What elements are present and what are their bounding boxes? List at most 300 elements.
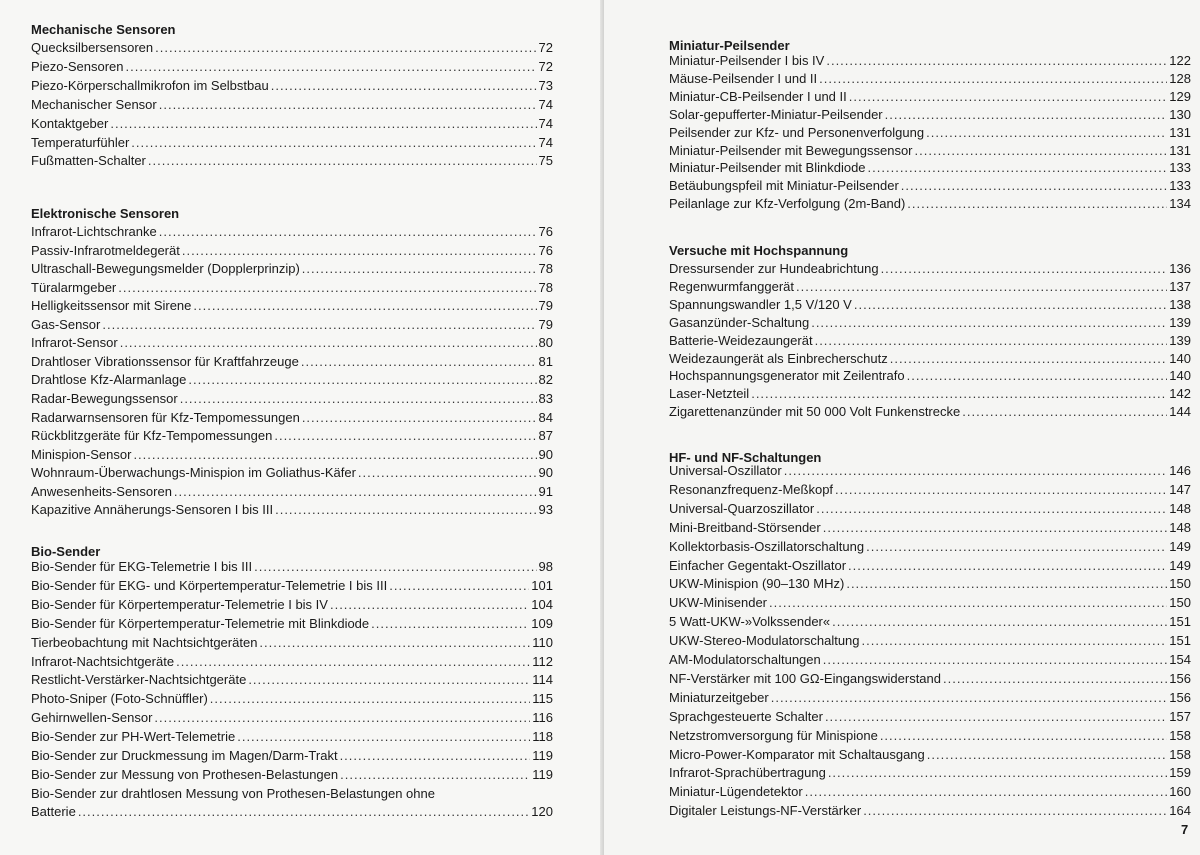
toc-entry-title: Kontaktgeber [31, 115, 109, 131]
toc-entry [31, 501, 553, 519]
toc-entry-page: 91 [538, 483, 553, 499]
section-heading: HF- und NF-Schaltungen [669, 450, 822, 465]
dot-leader [118, 279, 536, 297]
toc-entry [31, 747, 553, 765]
dot-leader [159, 223, 537, 241]
toc-entry-title: Miniatur-Peilsender mit Bewegungssensor [669, 142, 913, 158]
dot-leader [180, 390, 537, 408]
dot-leader [907, 195, 1167, 213]
section-heading: Miniatur-Peilsender [669, 38, 790, 53]
dot-leader [188, 371, 536, 389]
toc-entry-page: 72 [538, 40, 553, 55]
dot-leader [962, 403, 1167, 421]
toc-entry [669, 195, 1191, 213]
dot-leader [159, 96, 537, 114]
toc-entry-title: Einfacher Gegentakt-Oszillator [669, 557, 847, 573]
toc-entry-page: 150 [1169, 595, 1191, 611]
dot-leader [769, 594, 1167, 612]
toc-entry [669, 332, 1191, 350]
toc-entry-page: 74 [538, 134, 553, 150]
toc-entry-title: Radarwarnsensoren für Kfz-Tempomessungen [31, 409, 300, 425]
dot-leader [274, 427, 536, 445]
toc-entry-page: 110 [532, 634, 553, 650]
toc-entry-page: 157 [1169, 708, 1191, 724]
section-heading: Versuche mit Hochspannung [669, 243, 849, 258]
toc-entry [669, 613, 1191, 631]
toc-entry-title: Mechanischer Sensor [31, 96, 157, 112]
toc-entry [31, 260, 553, 278]
right-page [604, 0, 1200, 855]
toc-entry [669, 670, 1191, 688]
dot-leader [862, 632, 1168, 650]
toc-entry [31, 464, 553, 482]
dot-leader [832, 613, 1167, 631]
toc-entry-title: NF-Verstärker mit 100 GΩ-Eingangswiderstand [669, 670, 941, 686]
toc-entry-title: Photo-Sniper (Foto-Schnüffler) [31, 691, 208, 707]
toc-entry-title: Universal-Oszillator [669, 463, 782, 478]
toc-entry-page: 122 [1169, 53, 1191, 68]
dot-leader [340, 747, 531, 765]
dot-leader [176, 653, 530, 671]
dot-leader [340, 766, 530, 784]
dot-leader [915, 142, 1168, 160]
toc-entry [31, 223, 553, 241]
section-heading: Mechanische Sensoren [31, 22, 176, 37]
toc-entry-title: Peilanlage zur Kfz-Verfolgung (2m-Band) [669, 196, 906, 212]
toc-entry-page: 118 [532, 729, 553, 745]
toc-entry-page: 140 [1169, 350, 1191, 366]
toc-entry-page: 119 [532, 748, 553, 763]
toc-entry-title: Minispion-Sensor [31, 446, 132, 462]
toc-entry-page: 79 [538, 316, 553, 332]
toc-entry [31, 690, 553, 708]
toc-entry-page: 149 [1169, 557, 1191, 573]
dot-leader [826, 52, 1167, 70]
toc-entry [669, 557, 1191, 575]
toc-entry-page: 154 [1169, 652, 1191, 667]
toc-entry-title: Wohnraum-Überwachungs-Minispion im Goliathus-Käfer [31, 465, 356, 481]
toc-entry-title: Bio-Sender für Körpertemperatur-Telemetrie I bis IV [31, 596, 328, 612]
toc-entry-title: Gehirnwellen-Sensor [31, 710, 153, 726]
toc-entry-title: Universal-Quarzoszillator [669, 500, 815, 516]
toc-entry-page: 109 [531, 615, 553, 631]
toc-entry [31, 709, 553, 727]
toc-entry-title: UKW-Minispion (90–130 MHz) [669, 576, 845, 592]
toc-entry [669, 314, 1191, 332]
toc-entry [669, 403, 1191, 421]
dot-leader [825, 708, 1167, 726]
toc-entry-title: Hochspannungsgenerator mit Zeilentrafo [669, 368, 905, 384]
toc-entry-page: 156 [1169, 689, 1191, 705]
toc-entry [31, 427, 553, 445]
toc-entry-title: Tierbeobachtung mit Nachtsichtgeräten [31, 634, 258, 650]
toc-entry-title: Digitaler Leistungs-NF-Verstärker [669, 803, 862, 819]
toc-entry [669, 278, 1191, 296]
toc-entry-page: 140 [1169, 368, 1191, 384]
toc-entry-title: Restlicht-Verstärker-Nachtsichtgeräte [31, 672, 247, 688]
dot-leader [174, 483, 537, 501]
dot-leader [248, 671, 530, 689]
toc-entry [31, 577, 553, 595]
toc-entry [31, 353, 553, 371]
toc-entry-title: Piezo-Körperschallmikrofon im Selbstbau [31, 77, 269, 93]
toc-entry-page: 150 [1169, 576, 1191, 592]
toc-entry-page: 90 [538, 465, 553, 481]
toc-entry [669, 106, 1191, 124]
toc-entry-page: 112 [532, 653, 553, 669]
dot-leader [784, 462, 1168, 480]
toc-entry-page: 158 [1169, 746, 1191, 762]
toc-entry-title: Gas-Sensor [31, 316, 101, 332]
toc-entry-title: Sprachgesteuerte Schalter [669, 708, 823, 724]
toc-entry-page: 80 [538, 335, 553, 351]
toc-entry [669, 142, 1191, 160]
dot-leader [193, 297, 536, 315]
dot-leader [259, 634, 530, 652]
toc-entry [669, 708, 1191, 726]
toc-entry-title: Mini-Breitband-Störsender [669, 519, 821, 535]
toc-entry-page: 104 [531, 596, 553, 612]
toc-entry-page: 87 [538, 428, 553, 444]
dot-leader [880, 727, 1167, 745]
toc-entry [669, 689, 1191, 707]
dot-leader [835, 481, 1167, 499]
toc-entry-page: 128 [1169, 70, 1191, 86]
section-heading: Elektronische Sensoren [31, 206, 180, 221]
toc-entry-page: 74 [538, 96, 553, 112]
toc-entry-page: 98 [538, 559, 553, 574]
toc-entry-page: 129 [1169, 88, 1191, 104]
toc-entry [669, 802, 1191, 820]
dot-leader [102, 316, 536, 334]
dot-leader [796, 278, 1167, 296]
toc-entry [31, 785, 553, 821]
toc-entry-page: 93 [538, 502, 553, 518]
toc-entry-page: 115 [532, 691, 553, 707]
toc-entry-title: Radar-Bewegungssensor [31, 390, 178, 406]
section-heading: Bio-Sender [31, 544, 101, 559]
toc-entry-page: 148 [1169, 500, 1191, 516]
toc-entry-title: Bio-Sender zur PH-Wert-Telemetrie [31, 729, 236, 745]
toc-entry-page: 74 [538, 115, 553, 131]
toc-entry-title: UKW-Minisender [669, 595, 768, 611]
toc-entry [669, 594, 1191, 612]
toc-entry-title: Laser-Netzteil [669, 386, 750, 402]
dot-leader [301, 353, 537, 371]
page-number: 7 [1181, 822, 1189, 837]
toc-entry-page: 130 [1169, 106, 1191, 122]
toc-entry-title: Bio-Sender zur Messung von Prothesen-Belastungen [31, 766, 339, 782]
toc-entry [31, 96, 553, 114]
toc-entry-title: Micro-Power-Komparator mit Schaltausgang [669, 746, 925, 762]
dot-leader [131, 134, 536, 152]
toc-entry-page: 164 [1169, 803, 1191, 819]
dot-leader [846, 575, 1167, 593]
dot-leader [943, 670, 1167, 688]
toc-entry-title: Passiv-Infrarotmeldegerät [31, 242, 180, 258]
toc-entry [669, 651, 1191, 669]
toc-entry-title: Drahtlose Kfz-Alarmanlage [31, 372, 187, 388]
toc-entry-page: 90 [538, 446, 553, 462]
toc-entry-title: Helligkeitssensor mit Sirene [31, 298, 192, 314]
dot-leader [890, 350, 1168, 368]
toc-entry [669, 538, 1191, 556]
toc-entry-title: Kollektorbasis-Oszillatorschaltung [669, 538, 865, 554]
toc-entry-title-continued: Batterie [31, 803, 76, 819]
toc-entry-title: Piezo-Sensoren [31, 58, 124, 74]
toc-entry-page: 120 [531, 803, 553, 819]
dot-leader [901, 177, 1168, 195]
dot-leader [237, 728, 530, 746]
dot-leader [371, 615, 529, 633]
toc-entry-title: Quecksilbersensoren [31, 40, 154, 55]
toc-entry-title: Bio-Sender für EKG-Telemetrie I bis III [31, 559, 253, 574]
toc-entry [669, 385, 1191, 403]
toc-entry-title: Gasanzünder-Schaltung [669, 314, 810, 330]
toc-entry-page: 72 [538, 58, 553, 74]
toc-entry-page: 131 [1169, 142, 1191, 158]
toc-entry-page: 148 [1169, 519, 1191, 535]
toc-entry-title: Rückblitzgeräte für Kfz-Tempomessungen [31, 428, 273, 444]
toc-entry [669, 462, 1191, 480]
dot-leader [926, 124, 1167, 142]
toc-entry-title: Infrarot-Nachtsichtgeräte [31, 653, 175, 669]
toc-entry-title: Anwesenheits-Sensoren [31, 483, 172, 499]
toc-entry [669, 367, 1191, 385]
dot-leader [358, 464, 537, 482]
toc-entry [31, 371, 553, 389]
toc-entry-title: Ultraschall-Bewegungsmelder (Dopplerprinzip) [31, 261, 300, 277]
toc-entry-page: 81 [538, 353, 553, 369]
toc-entry-title: Bio-Sender für Körpertemperatur-Telemetrie mit Blinkdiode [31, 615, 370, 631]
toc-entry-page: 156 [1169, 670, 1191, 686]
toc-entry [669, 727, 1191, 745]
dot-leader [771, 689, 1168, 707]
toc-entry-title: Infrarot-Sprachübertragung [669, 765, 826, 781]
dot-leader [868, 159, 1168, 177]
toc-entry-title: Miniatur-CB-Peilsender I und II [669, 88, 847, 104]
toc-entry [31, 316, 553, 334]
dot-leader [330, 596, 529, 614]
toc-entry-title: Infrarot-Sensor [31, 335, 118, 351]
toc-entry [31, 483, 553, 501]
toc-entry-title: AM-Modulatorschaltungen [669, 652, 821, 667]
toc-entry [669, 632, 1191, 650]
toc-entry-title: Spannungswandler 1,5 V/120 V [669, 296, 852, 312]
toc-entry-title: Peilsender zur Kfz- und Personenverfolgung [669, 124, 925, 140]
toc-entry-page: 149 [1169, 538, 1191, 554]
toc-entry-page: 79 [538, 298, 553, 314]
toc-entry-page: 146 [1169, 463, 1191, 478]
toc-entry-title: Miniatur-Peilsender I bis IV [669, 53, 825, 68]
toc-entry [31, 279, 553, 297]
dot-leader [210, 690, 530, 708]
toc-entry-page: 139 [1169, 332, 1191, 348]
toc-entry [31, 152, 553, 170]
toc-entry-title: Solar-gepufferter-Miniatur-Peilsender [669, 106, 883, 122]
toc-entry-page: 116 [532, 710, 553, 726]
dot-leader [881, 260, 1168, 278]
toc-entry-title: 5 Watt-UKW-»Volkssender« [669, 614, 831, 630]
dot-leader [823, 519, 1168, 537]
dot-leader [275, 501, 536, 519]
toc-entry [31, 390, 553, 408]
toc-entry-page: 76 [538, 224, 553, 239]
toc-entry [31, 671, 553, 689]
toc-entry-title: Miniaturzeitgeber [669, 689, 769, 705]
toc-entry-page: 133 [1169, 160, 1191, 176]
dot-leader [907, 367, 1168, 385]
toc-entry-page: 75 [538, 153, 553, 169]
dot-leader [885, 106, 1168, 124]
toc-entry [31, 77, 553, 95]
toc-entry [669, 70, 1191, 88]
toc-entry-title: Zigarettenanzünder mit 50 000 Volt Funkenstrecke [669, 404, 961, 420]
dot-leader [302, 260, 537, 278]
toc-entry-page: 84 [538, 409, 553, 425]
toc-entry-title: Regenwurmfanggerät [669, 278, 795, 294]
toc-entry [31, 766, 553, 784]
toc-entry-page: 114 [532, 672, 553, 688]
toc-entry-page: 142 [1169, 386, 1191, 402]
toc-entry-title: Bio-Sender zur Druckmessung im Magen/Darm-Trakt [31, 748, 338, 763]
toc-entry [31, 653, 553, 671]
dot-leader [148, 152, 537, 170]
toc-entry [31, 596, 553, 614]
toc-entry-page: 136 [1169, 261, 1191, 276]
dot-leader [805, 783, 1168, 801]
toc-entry-page: 131 [1169, 124, 1191, 140]
toc-entry-title: Netzstromversorgung für Minispione [669, 727, 878, 743]
toc-entry [669, 575, 1191, 593]
toc-entry-title: UKW-Stereo-Modulatorschaltung [669, 633, 860, 649]
toc-entry [669, 500, 1191, 518]
dot-leader [155, 39, 536, 57]
dot-leader [848, 557, 1167, 575]
dot-leader [182, 242, 537, 260]
toc-entry-page: 134 [1169, 196, 1191, 212]
toc-entry-title: Weidezaungerät als Einbrecherschutz [669, 350, 888, 366]
toc-entry [31, 39, 553, 57]
dot-leader [828, 764, 1167, 782]
toc-entry [669, 481, 1191, 499]
toc-entry [31, 615, 553, 633]
toc-entry [669, 519, 1191, 537]
toc-entry-page: 138 [1169, 296, 1191, 312]
dot-leader [154, 709, 530, 727]
toc-entry [31, 134, 553, 152]
toc-entry-page: 73 [538, 77, 553, 93]
toc-entry-title: Kapazitive Annäherungs-Sensoren I bis III [31, 502, 274, 518]
toc-entry-page: 160 [1169, 784, 1191, 800]
toc-entry-page: 133 [1169, 178, 1191, 194]
toc-entry-title: Mäuse-Peilsender I und II [669, 70, 818, 86]
toc-entry [31, 446, 553, 464]
toc-entry-title: Türalarmgeber [31, 279, 117, 295]
dot-leader [110, 115, 536, 133]
dot-leader [302, 409, 537, 427]
toc-entry-title: Drahtloser Vibrationssensor für Kraftfahrzeuge [31, 353, 299, 369]
toc-entry [669, 260, 1191, 278]
toc-entry-title: Miniatur-Peilsender mit Blinkdiode [669, 160, 866, 176]
toc-entry [669, 124, 1191, 142]
dot-leader [133, 446, 536, 464]
toc-entry-title: Batterie-Weidezaungerät [669, 332, 813, 348]
toc-entry-title: Fußmatten-Schalter [31, 153, 146, 169]
toc-entry [31, 334, 553, 352]
dot-leader [389, 577, 529, 595]
toc-entry-page: 144 [1169, 404, 1191, 420]
toc-entry-title: Resonanzfrequenz-Meßkopf [669, 481, 834, 497]
dot-leader [863, 802, 1167, 820]
toc-entry-page: 82 [538, 372, 553, 388]
dot-leader [823, 651, 1168, 669]
toc-entry-title: Miniatur-Lügendetektor [669, 784, 803, 800]
toc-entry [31, 242, 553, 260]
toc-entry-page: 147 [1169, 481, 1191, 497]
toc-entry-title: Temperaturfühler [31, 134, 130, 150]
toc-entry [669, 88, 1191, 106]
toc-entry-title: Betäubungspfeil mit Miniatur-Peilsender [669, 178, 899, 194]
toc-entry [669, 52, 1191, 70]
toc-entry [31, 634, 553, 652]
dot-leader [927, 746, 1168, 764]
toc-entry [669, 764, 1191, 782]
toc-entry [31, 115, 553, 133]
toc-entry-page: 76 [538, 242, 553, 258]
dot-leader [819, 70, 1167, 88]
dot-leader [78, 803, 529, 821]
toc-entry-title: Dressursender zur Hundeabrichtung [669, 261, 879, 276]
toc-entry-title: Infrarot-Lichtschranke [31, 224, 157, 239]
toc-entry [31, 558, 553, 576]
dot-leader [849, 88, 1168, 106]
toc-entry-title: Bio-Sender für EKG- und Körpertemperatur-Telemetrie I bis III [31, 577, 388, 593]
dot-leader [816, 500, 1167, 518]
toc-entry-page: 151 [1169, 614, 1191, 630]
dot-leader [751, 385, 1167, 403]
toc-entry-page: 151 [1169, 633, 1191, 649]
toc-entry-page: 78 [538, 261, 553, 277]
toc-entry-page: 101 [531, 577, 553, 593]
toc-entry-page: 83 [538, 390, 553, 406]
toc-entry-page: 137 [1169, 278, 1191, 294]
dot-leader [854, 296, 1167, 314]
toc-entry [669, 746, 1191, 764]
dot-leader [866, 538, 1167, 556]
toc-entry-title: Bio-Sender zur drahtlosen Messung von Prothesen-Belastungen ohne [31, 785, 435, 801]
dot-leader [811, 314, 1167, 332]
toc-entry [31, 58, 553, 76]
toc-entry [669, 783, 1191, 801]
toc-entry [669, 159, 1191, 177]
toc-entry-page: 158 [1169, 727, 1191, 743]
toc-entry [31, 409, 553, 427]
dot-leader [271, 77, 537, 95]
toc-entry [669, 350, 1191, 368]
toc-entry [669, 177, 1191, 195]
toc-entry-page: 139 [1169, 314, 1191, 330]
dot-leader [254, 558, 536, 576]
toc-entry-page: 159 [1169, 765, 1191, 781]
toc-entry [31, 728, 553, 746]
toc-entry-page: 78 [538, 279, 553, 295]
dot-leader [120, 334, 537, 352]
dot-leader [815, 332, 1168, 350]
toc-entry [669, 296, 1191, 314]
dot-leader [126, 58, 537, 76]
toc-entry-page: 119 [532, 766, 553, 782]
